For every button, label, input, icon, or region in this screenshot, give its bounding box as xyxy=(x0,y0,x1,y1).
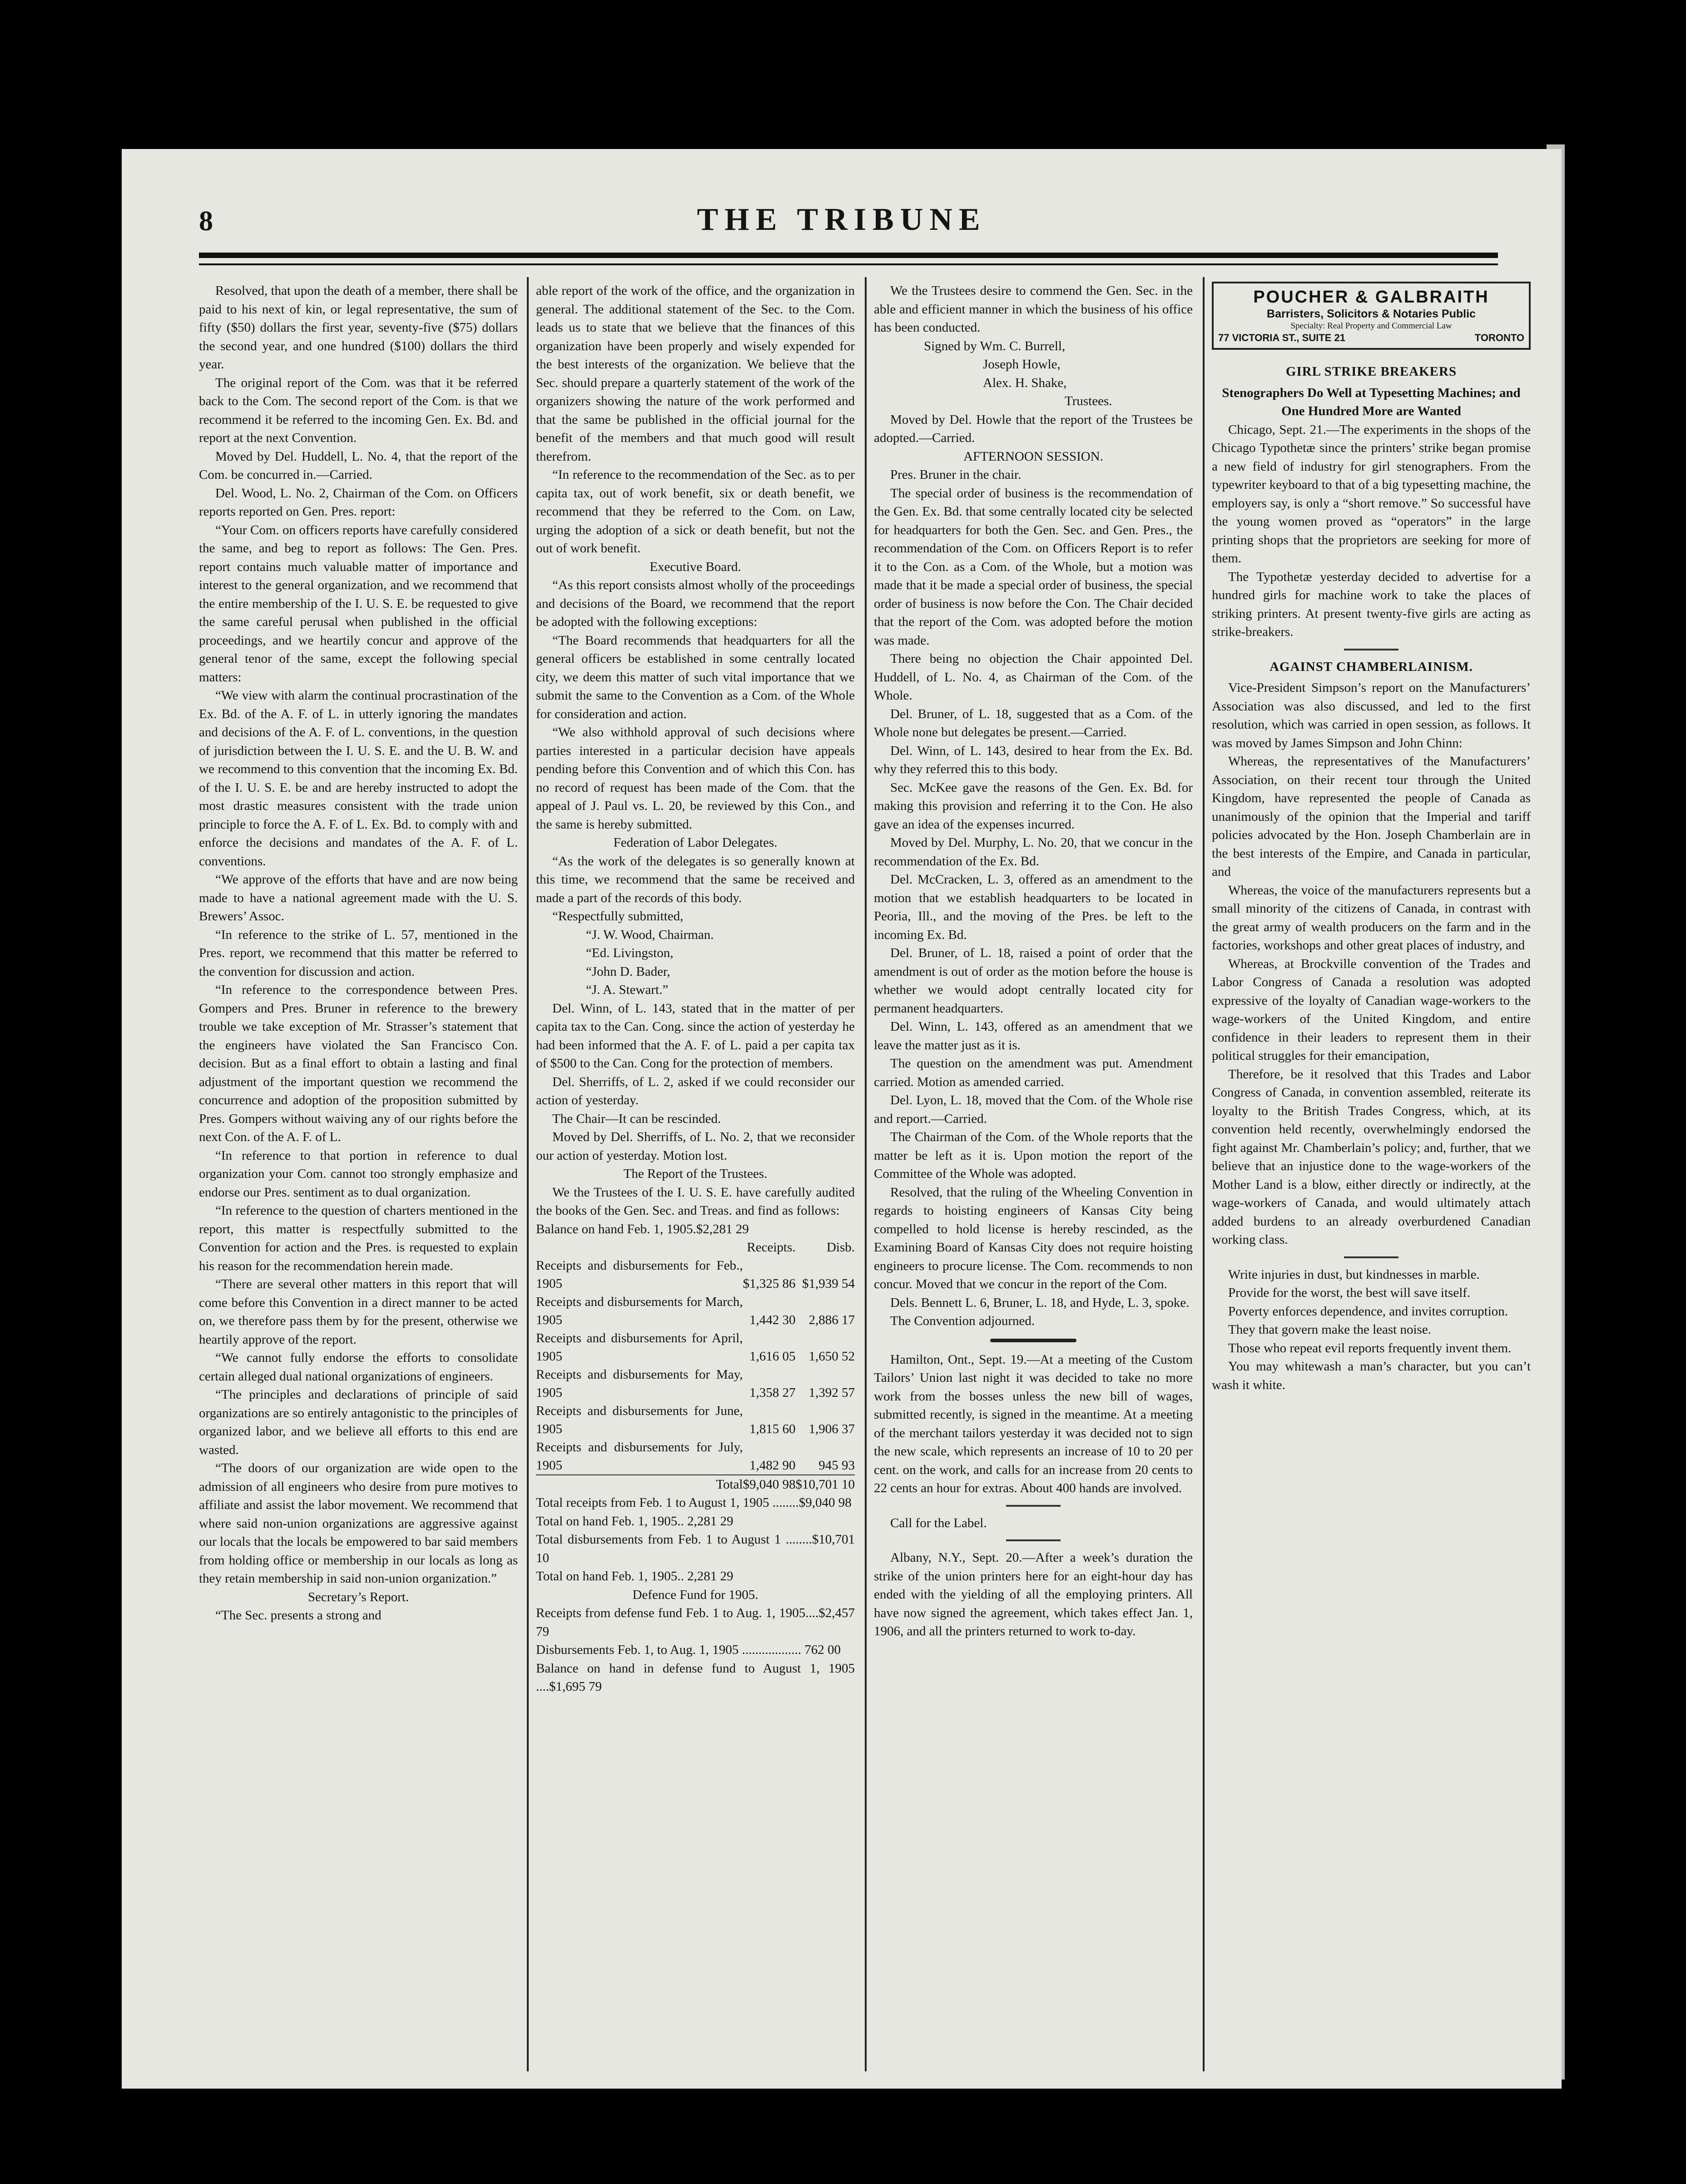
ad-profession: Barristers, Solicitors & Notaries Public xyxy=(1267,308,1476,320)
receipts-cell: 1,815 60 xyxy=(749,1422,796,1436)
paragraph: Moved by Del. Huddell, L. No. 4, that the report of the Com. be concurred in.—Carried. xyxy=(199,449,518,482)
table-row xyxy=(536,1365,855,1402)
paragraph: “As the work of the delegates is so generally known at this time, we recommend that the same be received and made a part of the records of this body. xyxy=(536,854,855,905)
paragraph: Albany, N.Y., Sept. 20.—After a week’s duration the strike of the union printers here for an eight-hour day has ended with the yielding of all the employing printers. All have now signed the agreement, which takes effect Jan. 1, 1906, and all the printers returned to work to-day. xyxy=(874,1550,1193,1638)
ad-address-line xyxy=(1218,332,1524,344)
paragraph: Therefore, be it resolved that this Trades and Labor Congress of Canada, in convention assembled, reiterate its loyalty to the British Trades Congress, which, at its convention held recently, overwhelmingly endorsed the fight against Mr. Chamberlain’s policy; and, further, that we believe that an injustice done to the wage-workers of the Mother Land is a blow, either directly or indirectly, at the wage-workers of Canada, and would ultimately attach added burdens to an already overburdened Canadian working class. xyxy=(1212,1067,1531,1247)
summary-line: Total on hand Feb. 1, 1905.. 2,281 29 xyxy=(536,1514,734,1529)
column-1 xyxy=(199,282,518,2071)
section-heading-afternoon-session: AFTERNOON SESSION. xyxy=(963,449,1103,464)
paragraph: “In reference to that portion in reference to dual organization your Com. cannot too strongly emphasize and endorse our Pres. sentiment as to dual organization. xyxy=(199,1148,518,1200)
row-label: Receipts and disbursements for May, 1905 xyxy=(536,1367,743,1400)
article-separator xyxy=(1006,1505,1061,1507)
disbursements-cell: 1,650 52 xyxy=(808,1349,855,1364)
signature-line: “J. W. Wood, Chairman. xyxy=(586,927,714,942)
paragraph: We the Trustees of the I. U. S. E. have carefully audited the books of the Gen. Sec. and Treas. and find as follows: xyxy=(536,1185,855,1218)
disbursements-cell: 945 93 xyxy=(818,1458,855,1473)
total-row xyxy=(536,1475,855,1494)
summary-line: Total disbursements from Feb. 1 to August 1 ........$10,701 10 xyxy=(536,1532,855,1565)
receipts-cell: 1,358 27 xyxy=(749,1385,796,1400)
paragraph: Whereas, at Brockville convention of the Trades and Labor Congress of Canada a resolution was adopted expressive of the loyalty of Canadian wage-workers to the wage-workers of the United Kingdom, and entire confidence in their leaders to represent them in their political struggles for their emancipation, xyxy=(1212,956,1531,1063)
column-divider xyxy=(1203,277,1205,2071)
paragraph: Del. Bruner, of L. 18, raised a point of order that the amendment is out of order as the motion before the house is whether we would adopt centrally located city for permanent headquarters. xyxy=(874,946,1193,1016)
table-row xyxy=(536,1256,855,1293)
summary-line: Receipts from defense fund Feb. 1 to Aug. 1, 1905....$2,457 79 xyxy=(536,1606,855,1639)
paragraph: Pres. Bruner in the chair. xyxy=(890,467,1022,482)
paragraph: “As this report consists almost wholly of the proceedings and decisions of the Board, we recommend that the report be adopted with the following exceptions: xyxy=(536,578,855,629)
column-2 xyxy=(536,282,855,2071)
article-separator xyxy=(1006,1539,1061,1541)
paragraph: Hamilton, Ont., Sept. 19.—At a meeting of the Custom Tailors’ Union last night it was decided to take no more work from the bosses unless the new bill of wages, submitted recently, is signed in the meantime. At a meeting of the merchant tailors yesterday it was decided not to sign the new scale, which represents an increase of 10 to 20 per cent. on the work, and calls for an increase from 20 cents to 22 cents an hour for extras. About 400 hands are involved. xyxy=(874,1352,1193,1495)
summary-line: Disbursements Feb. 1, to Aug. 1, 1905 .................. 762 00 xyxy=(536,1643,841,1657)
signature-line: Signed by Wm. C. Burrell, xyxy=(924,338,1066,353)
paragraph: “The principles and declarations of principle of said organizations are so entirely antagonistic to the principles of organized labor, and we believe all efforts to this end are wasted. xyxy=(199,1387,518,1457)
signature-line: Trustees. xyxy=(1065,394,1112,408)
paragraph: We the Trustees desire to commend the Gen. Sec. in the able and efficient manner in which the business of his office has been conducted. xyxy=(874,283,1193,335)
disbursements-header: Disb. xyxy=(826,1240,855,1255)
paragraph: “Respectfully submitted, xyxy=(552,909,684,923)
paragraph: Vice-President Simpson’s report on the Manufacturers’ Association was also discussed, and led to the first resolution, which was carried in open session, as follows. It was moved by James Simpson and John Chinn: xyxy=(1212,680,1531,750)
paragraph: “The Sec. presents a strong and xyxy=(215,1608,382,1623)
paragraph: “The Board recommends that headquarters for all the general officers be established in some centrally located city, we deem this matter of such vital importance that we submit the same to the Convention as a Com. of the Whole for consideration and action. xyxy=(536,633,855,721)
paragraph: There being no objection the Chair appointed Del. Huddell, of L. No. 4, as Chairman of the Com. of the Whole. xyxy=(874,651,1193,703)
paragraph: Dels. Bennett L. 6, Bruner, L. 18, and Hyde, L. 3, spoke. xyxy=(890,1295,1190,1310)
paragraph: Moved by Del. Murphy, L. No. 20, that we concur in the recommendation of the Ex. Bd. xyxy=(874,835,1193,869)
column-4 xyxy=(1212,282,1531,2071)
total-disbursements: $10,701 10 xyxy=(796,1475,855,1494)
summary-line: Balance on hand in defense fund to August 1, 1905 ....$1,695 79 xyxy=(536,1661,855,1694)
signature-line: Alex. H. Shake, xyxy=(983,375,1067,390)
masthead-rule-thick xyxy=(199,253,1498,258)
paragraph: “In reference to the recommendation of the Sec. as to per capita tax, out of work benefit, six or death benefit, we recommend that they be referred to the Com. on Law, urging the adoption of a sick or death benefit, but not the out of work benefit. xyxy=(536,467,855,556)
receipts-cell: $1,325 86 xyxy=(743,1276,796,1291)
article-separator xyxy=(1344,649,1398,650)
disbursements-cell: 1,906 37 xyxy=(808,1422,855,1436)
section-heading-executive-board: Executive Board. xyxy=(650,559,741,574)
accounts-table xyxy=(536,1238,855,1494)
maxim: Those who repeat evil reports frequently invent them. xyxy=(1228,1340,1512,1355)
total-label: Total xyxy=(536,1475,743,1494)
column-divider xyxy=(865,277,867,2071)
signature-line: “John D. Bader, xyxy=(586,964,670,979)
row-label: Receipts and disbursements for April, 1905 xyxy=(536,1331,743,1364)
headline-against-chamberlainism: AGAINST CHAMBERLAINISM. xyxy=(1269,659,1473,674)
maxim: They that govern make the least noise. xyxy=(1228,1322,1431,1337)
receipts-cell: 1,482 90 xyxy=(749,1458,796,1473)
table-row xyxy=(536,1293,855,1329)
paragraph: Del. Bruner, of L. 18, suggested that as a Com. of the Whole none but delegates be present.—Carried. xyxy=(874,706,1193,740)
disbursements-cell: 2,886 17 xyxy=(808,1313,855,1327)
disbursements-cell: 1,392 57 xyxy=(808,1385,855,1400)
paragraph: “The doors of our organization are wide open to the admission of all engineers who desire from pure motives to affiliate and assist the labor movement. We recommend that where said non-union organizations are aggressive against our locals that the locals be empowered to bar said members from holding office or membership in our locals as long as they retain membership in said non-union organization.” xyxy=(199,1461,518,1586)
ad-address: 77 VICTORIA ST., SUITE 21 xyxy=(1218,332,1345,343)
paragraph: able report of the work of the office, and the organization in general. The additional statement of the Sec. to the Com. leads us to state that we believe that the finances of this organization have been properly and wisely expended for the best interests of the organization. We believe that the Sec. should prepare a quarterly statement of the work of the organizers showing the nature of the work performed and that the same be published in the official journal for the benefit of the members and that much good will result therefrom. xyxy=(536,283,855,464)
section-heading-trustees: The Report of the Trustees. xyxy=(623,1166,768,1181)
maxim: Provide for the worst, the best will save itself. xyxy=(1228,1286,1471,1300)
summary-line: Total receipts from Feb. 1 to August 1, 1905 ........$9,040 98 xyxy=(536,1495,852,1510)
table-row xyxy=(536,1402,855,1438)
subheadline: Stenographers Do Well at Typesetting Machines; and One Hundred More are Wanted xyxy=(1222,385,1521,418)
ad-specialty: Specialty: Real Property and Commercial Law xyxy=(1290,321,1452,331)
maxim: You may whitewash a man’s character, but you can’t wash it white. xyxy=(1212,1359,1531,1392)
paragraph: Del. McCracken, L. 3, offered as an amendment to the motion that we establish headquarters to be located in Peoria, Ill., and the moving of the Pres. be left to the incoming Ex. Bd. xyxy=(874,872,1193,942)
summary-line: Total on hand Feb. 1, 1905.. 2,281 29 xyxy=(536,1569,734,1583)
row-label: Receipts and disbursements for Feb., 1905 xyxy=(536,1258,743,1291)
article-separator xyxy=(990,1339,1076,1342)
maxim: Poverty enforces dependence, and invites corruption. xyxy=(1228,1304,1508,1319)
paragraph: Del. Winn, of L. 143, stated that in the matter of per capita tax to the Can. Cong. since the action of yesterday he had been informed that the A. F. of L. paid a per capita tax of $500 to the Can. Cong for the protection of members. xyxy=(536,1001,855,1071)
paragraph: “We view with alarm the continual procrastination of the Ex. Bd. of the A. F. of L. in utterly ignoring the mandates and decisions of the A. F. of L. conventions, in the question of jurisdiction between the I. U. S. E. and the U. B. W. and we recommend to this convention that the incoming Ex. Bd. of the I. U. S. E. be and are hereby instructed to adopt the most drastic measures consistent with the trade union principle to force the A. F. of L. Ex. Bd. to comply with and enforce the decisions and mandates of the A. F. of L. conventions. xyxy=(199,688,518,869)
paragraph: The special order of business is the recommendation of the Gen. Ex. Bd. that some centrally located city be selected for headquarters for both the Gen. Sec. and Gen. Pres., the recommendation of the Com. on Officers Report is to refer it to the Con. as a Com. of the Whole, but a motion was made that it be made a special order of business, the special order of business is now before the Con. The Chair decided that the report of the Com. was adopted before the motion was made. xyxy=(874,486,1193,648)
paragraph: Chicago, Sept. 21.—The experiments in the shops of the Chicago Typothetæ since the printers’ strike began promise a new field of industry for girl stenographers. From the typewriter keyboard to that of a big typesetting machine, the employers say, is only a “short remove.” So successful have the young women proved as “operators” in the large printing shops that the proprietors are seeking for more of them. xyxy=(1212,422,1531,566)
section-heading-secretary: Secretary’s Report. xyxy=(307,1589,409,1604)
total-receipts: $9,040 98 xyxy=(743,1475,796,1494)
column-divider xyxy=(527,277,529,2071)
paragraph: Del. Winn, of L. 143, desired to hear from the Ex. Bd. why they referred this to this body. xyxy=(874,743,1193,776)
maxim: Write injuries in dust, but kindnesses in marble. xyxy=(1228,1267,1480,1282)
paragraph: “We also withhold approval of such decisions where parties interested in a particular decision have appeals pending before this Convention and of which this Con. has no record of request has been made of the Com. that the appeal of J. Paul vs. L. 20, be reviewed by this Con., and the same is hereby submitted. xyxy=(536,725,855,832)
paragraph: “In reference to the strike of L. 57, mentioned in the Pres. report, we recommend that this matter be referred to the convention for discussion and action. xyxy=(199,927,518,979)
paragraph: “We cannot fully endorse the efforts to consolidate certain alleged dual national organizations of engineers. xyxy=(199,1350,518,1384)
row-label: Receipts and disbursements for June, 1905 xyxy=(536,1404,743,1436)
newspaper-page xyxy=(122,149,1562,2089)
paragraph: Whereas, the representatives of the Manufacturers’ Association, on their recent tour through the United Kingdom, have represented the people of Canada as unanimously of the opinion that the Imperial and tariff policies advocated by the Hon. Joseph Chamberlain are in the best interests of the Empire, and Canada in particular, and xyxy=(1212,754,1531,879)
table-row xyxy=(536,1438,855,1475)
paragraph: The Convention adjourned. xyxy=(890,1314,1035,1328)
row-label: Receipts and disbursements for July, 1905 xyxy=(536,1440,743,1473)
table-row xyxy=(536,1329,855,1365)
paragraph: Whereas, the voice of the manufacturers represents but a small minority of the citizens of Canada, in contrast with the great army of wealth producers on the farm and in the factories, workshops and other great places of industry, and xyxy=(1212,883,1531,953)
row-label: Receipts and disbursements for March, 1905 xyxy=(536,1295,743,1327)
section-heading-defence-fund: Defence Fund for 1905. xyxy=(632,1587,759,1602)
paragraph: Resolved, that upon the death of a member, there shall be paid to his next of kin, or legal representative, the sum of fifty ($50) dollars the first year, seventy-five ($75) dollars the second year, and one hundred ($100) dollars the third year. xyxy=(199,283,518,372)
law-firm-advertisement xyxy=(1212,282,1531,350)
paragraph: Del. Wood, L. No. 2, Chairman of the Com. on Officers reports reported on Gen. Pres. report: xyxy=(199,486,518,519)
paragraph: Sec. McKee gave the reasons of the Gen. Ex. Bd. for making this provision and referring it to the Con. He also gave an idea of the expenses incurred. xyxy=(874,780,1193,832)
signature-line: “Ed. Livingston, xyxy=(586,946,674,960)
balance-line: Balance on hand Feb. 1, 1905.$2,281 29 xyxy=(536,1221,749,1236)
paragraph: The original report of the Com. was that it be referred back to the Com. The second report of the Com. is that we recommend it be referred to the incoming Gen. Ex. Bd. and report at the next Convention. xyxy=(199,375,518,445)
receipts-cell: 1,442 30 xyxy=(749,1313,796,1327)
paragraph: Del. Sherriffs, of L. 2, asked if we could reconsider our action of yesterday. xyxy=(536,1074,855,1107)
paragraph: “We approve of the efforts that have and are now being made to have a national agreement made with the U. S. Brewers’ Assoc. xyxy=(199,872,518,923)
ad-firm-name: POUCHER & GALBRAITH xyxy=(1253,288,1489,307)
paragraph: Resolved, that the ruling of the Wheeling Convention in regards to hoisting engineers of Kansas City being compelled to hold license is hereby rescinded, as the Examining Board of Kansas City does not require hoisting engineers to procure license. The Com. recommends to non concur. Moved that we concur in the report of the Com. xyxy=(874,1185,1193,1291)
paragraph: The Chairman of the Com. of the Whole reports that the matter be left as it is. Upon motion the report of the Committee of the Whole was adopted. xyxy=(874,1130,1193,1181)
paragraph: Del. Lyon, L. 18, moved that the Com. of the Whole rise and report.—Carried. xyxy=(874,1093,1193,1126)
paragraph: Moved by Del. Howle that the report of the Trustees be adopted.—Carried. xyxy=(874,412,1193,445)
paragraph: “There are several other matters in this report that will come before this Convention in a direct manner to be acted on, we therefore pass them by for the present, otherwise we heartily approve of the report. xyxy=(199,1277,518,1347)
headline-girl-strike-breakers: GIRL STRIKE BREAKERS xyxy=(1285,364,1457,379)
paragraph: “Your Com. on officers reports have carefully considered the same, and beg to report as follows: The Gen. Pres. report contains much valuable matter of importance and interest to the general organization, and we recommend that the entire membership of the I. U. S. E. be requested to give the same careful perusal when published in the official proceedings, and we heartily concur and approve of the general tenor of the same, except the following special matters: xyxy=(199,522,518,685)
masthead-title: THE TRIBUNE xyxy=(697,202,987,237)
paragraph: “In reference to the question of charters mentioned in the report, this matter is respectfully submitted to the Convention for action and the Pres. is requested to explain his reason for the recommendation herein made. xyxy=(199,1203,518,1273)
receipts-header: Receipts. xyxy=(747,1240,796,1255)
paragraph: The Chair—It can be rescinded. xyxy=(552,1111,721,1126)
column-3 xyxy=(874,282,1193,2071)
paragraph: Del. Winn, L. 143, offered as an amendment that we leave the matter just as it is. xyxy=(874,1019,1193,1052)
paragraph: Moved by Del. Sherriffs, of L. No. 2, that we reconsider our action of yesterday. Motion lost. xyxy=(536,1130,855,1163)
masthead-rule-thin xyxy=(199,263,1498,265)
signature-line: “J. A. Stewart.” xyxy=(586,983,669,997)
section-heading-call-for-label: Call for the Label. xyxy=(890,1515,987,1530)
ad-city: TORONTO xyxy=(1474,332,1524,343)
article-separator xyxy=(1344,1256,1398,1258)
section-heading-federation: Federation of Labor Delegates. xyxy=(613,835,778,850)
paragraph: The question on the amendment was put. Amendment carried. Motion as amended carried. xyxy=(874,1056,1193,1089)
disbursements-cell: $1,939 54 xyxy=(802,1276,855,1291)
paragraph: “In reference to the correspondence between Pres. Gompers and Pres. Bruner in reference to the brewery trouble we take exception of Mr. Strasser’s statement that the engineers have violated the San Francisco Con. decision. But as a final effort to obtain a lasting and final adjustment of the important question we recommend the concurrence and adoption of the proposition submitted by Pres. Gompers without waiving any of our rights before the next Con. of the A. F. of L. xyxy=(199,983,518,1144)
paragraph: The Typothetæ yesterday decided to advertise for a hundred girls for machine work to take the places of striking printers. At present twenty-five girls are acting as strike-breakers. xyxy=(1212,569,1531,639)
accounts-header-row xyxy=(536,1238,855,1256)
receipts-cell: 1,616 05 xyxy=(749,1349,796,1364)
signature-line: Joseph Howle, xyxy=(983,357,1061,372)
page-number: 8 xyxy=(199,206,213,237)
